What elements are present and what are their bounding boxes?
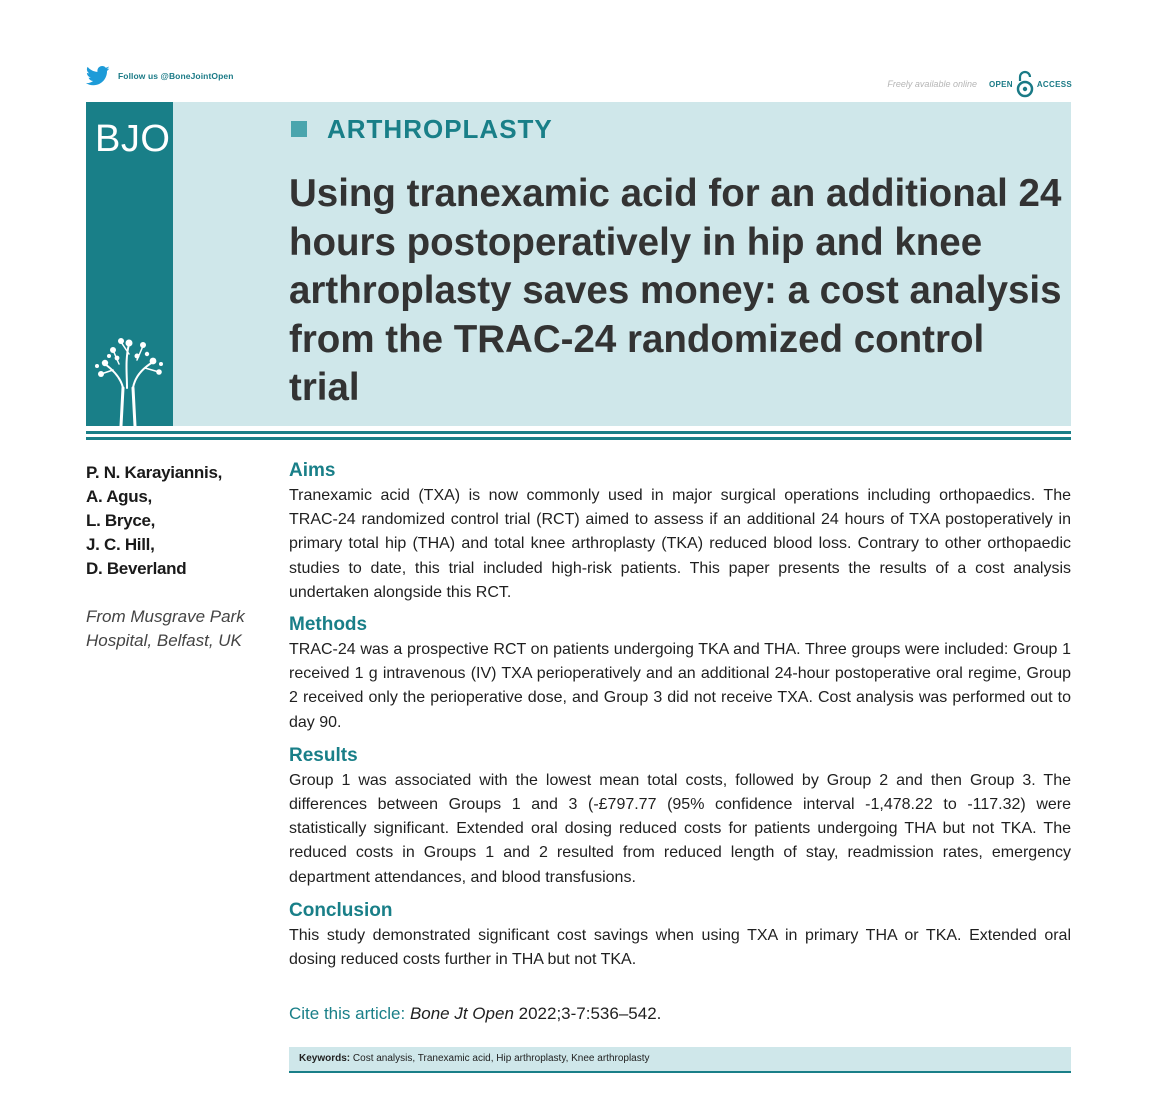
keywords-label: Keywords:	[299, 1053, 351, 1064]
tree-logo-icon	[91, 330, 167, 426]
twitter-follow-link[interactable]	[86, 64, 234, 88]
abstract	[289, 458, 1071, 972]
author-name: L. Bryce,	[86, 511, 156, 530]
divider-rule	[86, 437, 1071, 440]
article-title: Using tranexamic acid for an additional 24 hours postoperatively in hip and knee arthroplasty saves money: a cost analysis from the TRAC-24 randomized control trial	[289, 172, 1062, 409]
methods-heading: Methods	[289, 614, 368, 636]
freely-available-text: Freely available online	[887, 79, 977, 89]
results-text: Group 1 was associated with the lowest mean total costs, followed by Group 2 and then Group 3. The differences between Groups 1 and 3 (-£797.77 (95% confidence interval -1,478.22 to -117.32) were statistically significant. Extended oral dosing reduced costs for patients undergoing THA but not TKA. The reduced costs in Groups 1 and 2 resulted from reduced length of stay, readmission rates, emergency department attendances, and blood transfusions.	[289, 771, 1071, 886]
citation-label: Cite this article:	[289, 1004, 406, 1023]
conclusion-text: This study demonstrated significant cost savings when using TXA in primary THA or TKA. Extended oral dosing reduced costs further in THA but not TKA.	[289, 926, 1071, 969]
author-name: D. Beverland	[86, 559, 187, 578]
methods-text: TRAC-24 was a prospective RCT on patients undergoing TKA and THA. Three groups were included: Group 1 received 1 g intravenous (IV) TXA perioperatively and an additional 24-hour postoperative oral regime, Group 2 received only the perioperative dose, and Group 3 did not receive TXA. Cost analysis was performed out to day 90.	[289, 641, 1071, 731]
divider-rule	[86, 431, 1071, 434]
section-label: ARTHROPLASTY	[327, 114, 553, 144]
keywords-bar	[289, 1047, 1071, 1073]
open-access-badge	[887, 70, 1072, 98]
access-label: ACCESS	[1036, 79, 1072, 89]
keywords-text: Cost analysis, Tranexamic acid, Hip arthroplasty, Knee arthroplasty	[352, 1053, 650, 1064]
twitter-bird-icon	[86, 66, 110, 86]
citation-journal: Bone Jt Open	[409, 1004, 514, 1023]
twitter-handle-text: Follow us @BoneJointOpen	[118, 71, 234, 81]
affiliation: From Musgrave Park Hospital, Belfast, UK	[86, 607, 245, 650]
journal-logo-text: BJO	[95, 118, 171, 160]
open-label: OPEN	[988, 79, 1013, 89]
citation	[289, 1002, 661, 1026]
open-access-lock-icon	[1015, 70, 1035, 98]
aims-heading: Aims	[289, 460, 336, 481]
author-list	[86, 461, 222, 581]
citation-reference: 2022;3-7:536–542.	[518, 1004, 662, 1023]
author-name: J. C. Hill,	[86, 535, 155, 554]
conclusion-heading: Conclusion	[289, 899, 393, 921]
author-name: A. Agus,	[86, 487, 152, 506]
results-heading: Results	[289, 744, 358, 766]
section-marker	[291, 121, 307, 137]
aims-text: Tranexamic acid (TXA) is now commonly used in major surgical operations including orthopaedics. The TRAC-24 randomized control trial (RCT) aimed to assess if an additional 24 hours of TXA postoperatively in primary total hip (THA) and total knee arthroplasty (TKA) reduced blood loss. Contrary to other orthopaedic studies to date, this trial included high-risk patients. This paper presents the results of a cost analysis undertaken alongside this RCT.	[289, 487, 1071, 601]
author-name: P. N. Karayiannis,	[86, 463, 223, 482]
